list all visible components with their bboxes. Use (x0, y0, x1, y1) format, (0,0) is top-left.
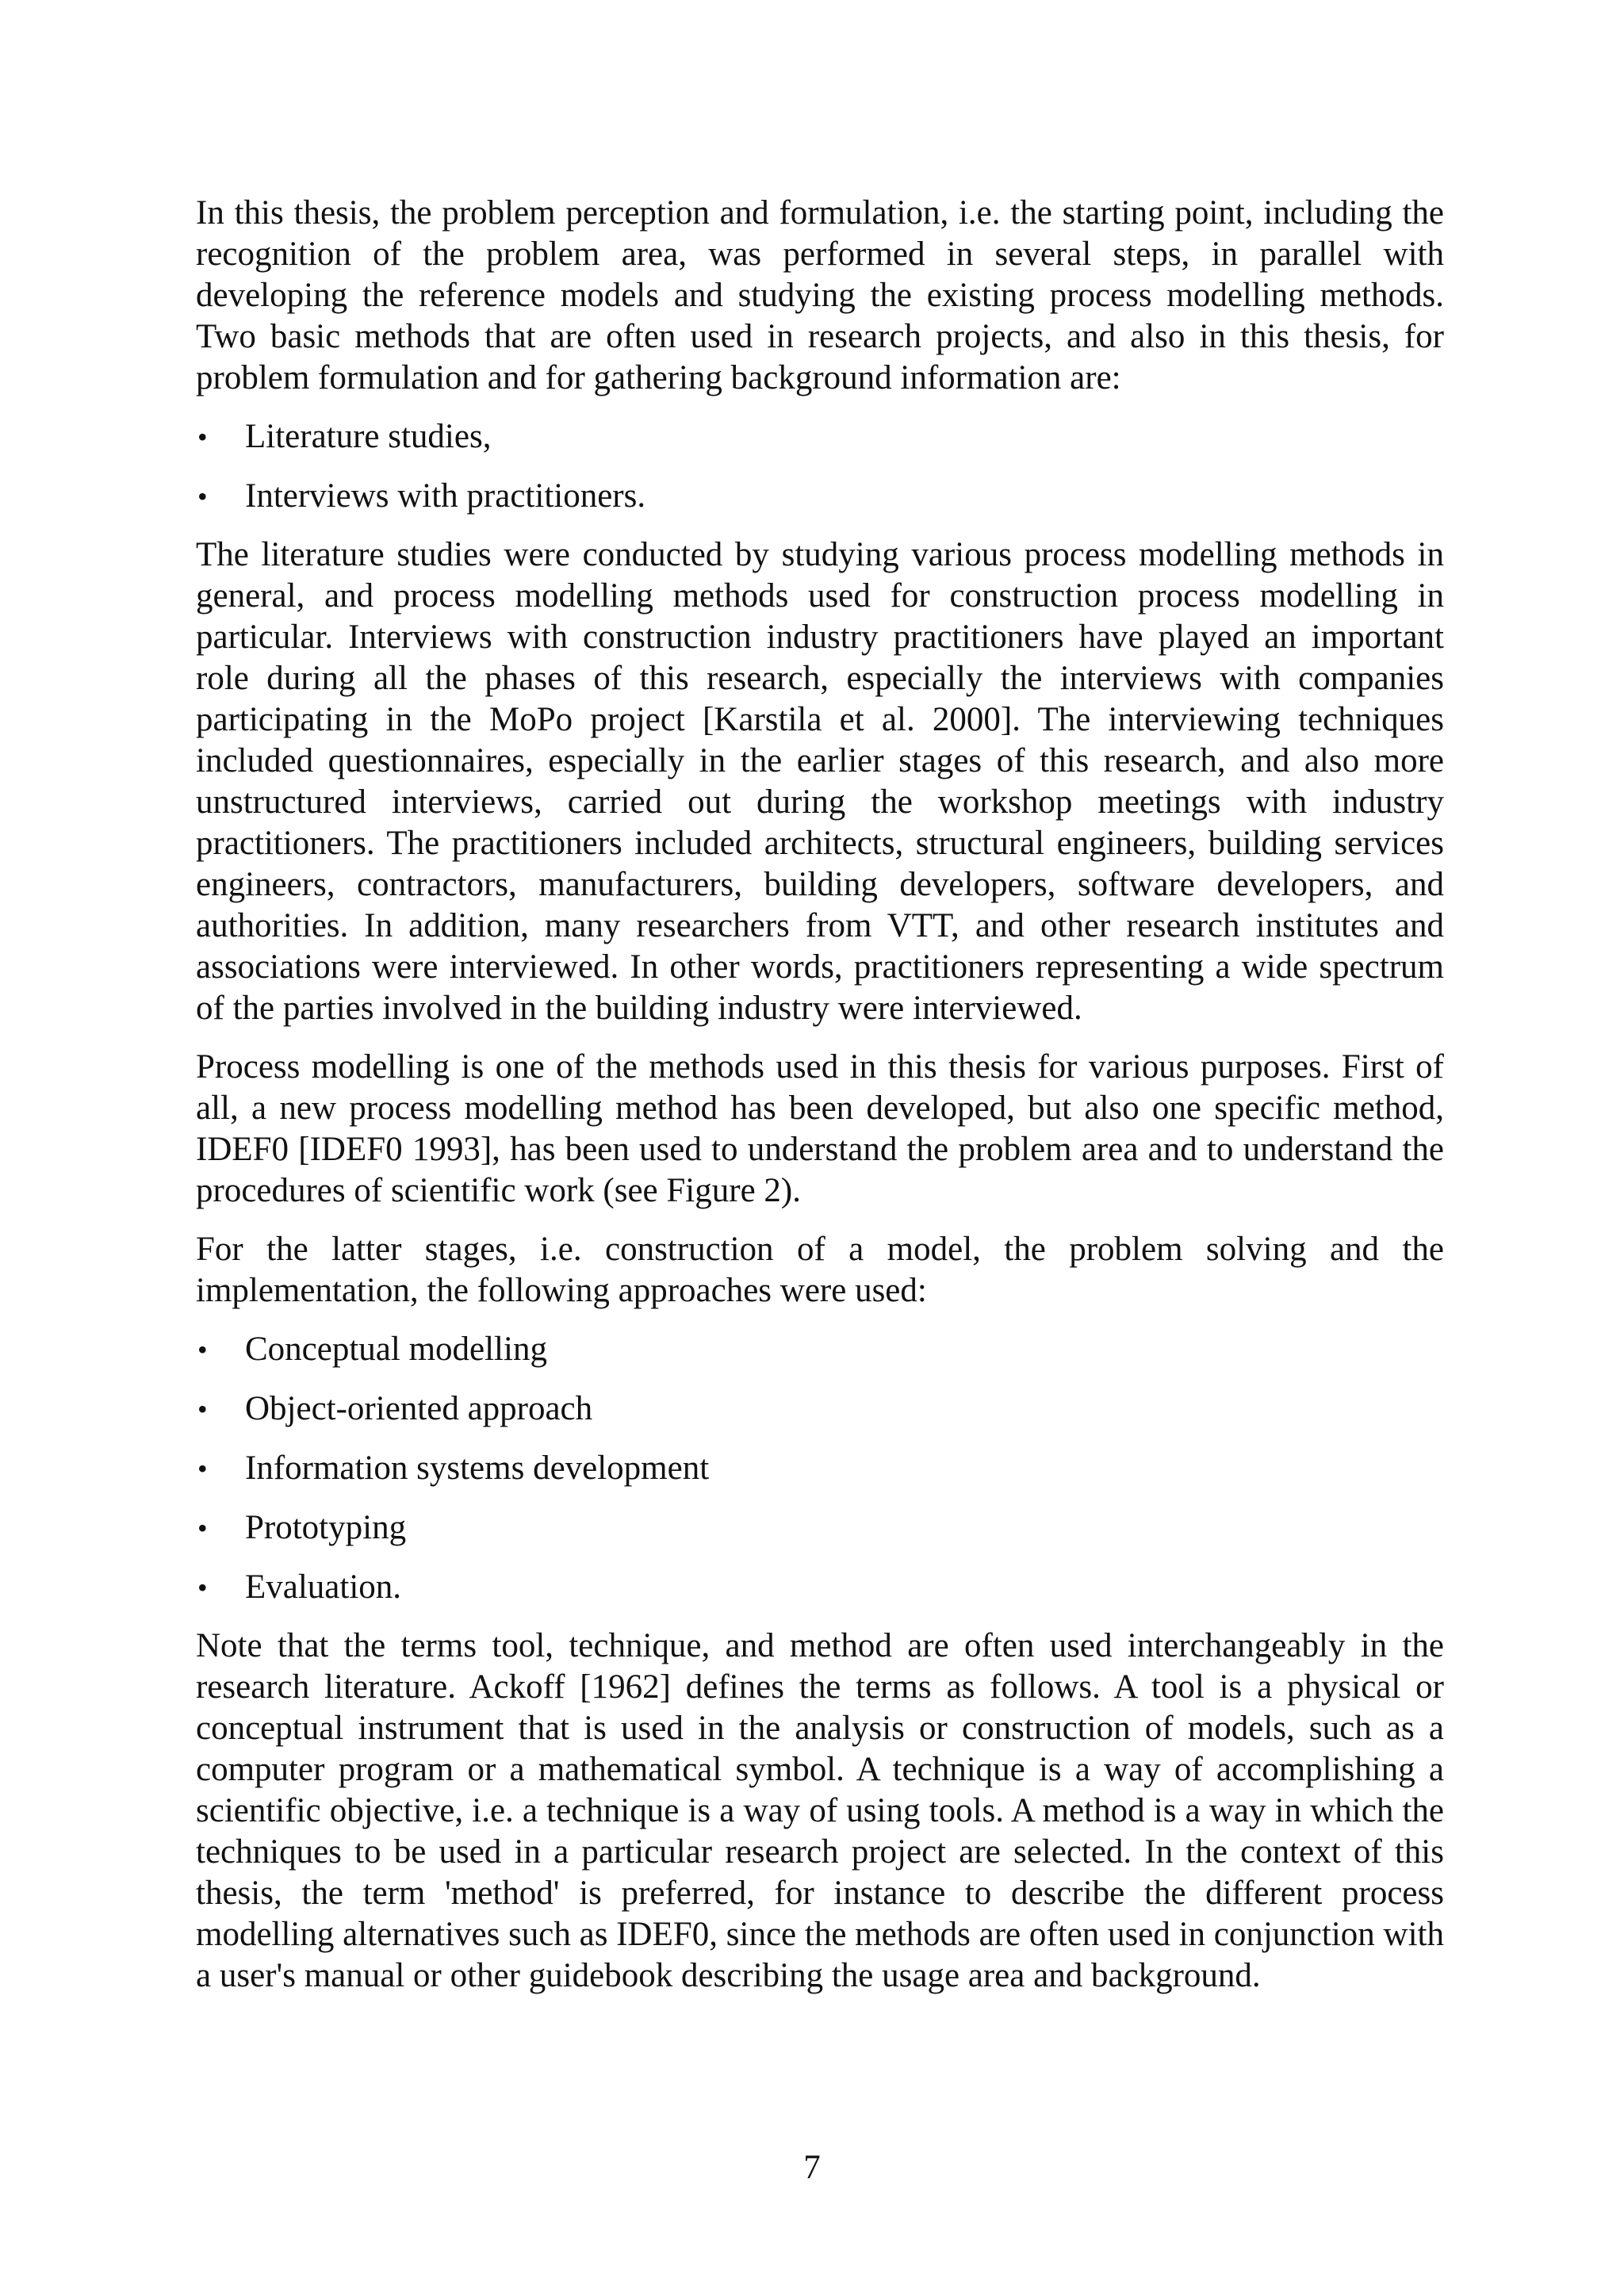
bullet-icon: • (197, 1393, 208, 1425)
list-item (196, 1507, 1444, 1549)
list-item (196, 416, 1444, 458)
list-item-text: Prototyping (245, 1509, 407, 1546)
bullet-icon: • (197, 1334, 208, 1365)
paragraph-process-modelling: Process modelling is one of the methods used in this thesis for various purposes. First of all, a new process modelling method has been developed, but also one specific method, IDEF0 [IDEF0 1993], has been used to understand the problem area and to understand the procedures of scientific work (see Figure 2). (196, 1048, 1444, 1209)
page-number: 7 (803, 2149, 821, 2186)
paragraph-terms-definition: Note that the terms tool, technique, and method are often used interchangeably in the research literature. Ackoff [1962] defines the terms as follows. A tool is a physical or conceptual instrument that is used in the analysis or construction of models, such as a computer program or a mathematical symbol. A technique is a way of accomplishing a scientific objective, i.e. a technique is a way of using tools. A method is a way in which the techniques to be used in a particular research project are selected. In the context of this thesis, the term 'method' is preferred, for instance to describe the different process modelling alternatives such as IDEF0, since the methods are often used in conjunction with a user's manual or other guidebook describing the usage area and background. (196, 1627, 1444, 1994)
list-item (196, 1329, 1444, 1370)
bullet-list-background-methods (196, 416, 1444, 517)
list-item-text: Interviews with practitioners. (245, 477, 646, 515)
bullet-icon: • (197, 1453, 208, 1484)
bullet-icon: • (197, 1512, 208, 1544)
paragraph-problem-formulation: In this thesis, the problem perception and formulation, i.e. the starting point, including the recognition of the problem area, was performed in several steps, in parallel with developing the reference models and studying the existing process modelling methods. Two basic methods that are often used in research projects, and also in this thesis, for problem formulation and for gathering background information are: (196, 194, 1444, 396)
list-item (196, 476, 1444, 517)
bullet-icon: • (197, 421, 208, 453)
list-item (196, 1388, 1444, 1430)
paragraph-literature-studies: The literature studies were conducted by studying various process modelling methods in general, and process modelling methods used for construction process modelling in particular. Interviews with construction industry practitioners have played an important role during all the phases of this research, especially the interviews with companies participating in the MoPo project [Karstila et al. 2000]. The interviewing techniques included questionnaires, especially in the earlier stages of this research, and also more unstructured interviews, carried out during the workshop meetings with industry practitioners. The practitioners included architects, structural engineers, building services engineers, contractors, manufacturers, building developers, software developers, and authorities. In addition, many researchers from VTT, and other research institutes and associations were interviewed. In other words, practitioners representing a wide spectrum of the parties involved in the building industry were interviewed. (196, 536, 1444, 1027)
list-item-text: Literature studies, (245, 418, 492, 455)
bullet-icon: • (197, 1572, 208, 1603)
list-item (196, 1567, 1444, 1608)
bullet-list-approaches (196, 1329, 1444, 1608)
paragraph-latter-stages: For the latter stages, i.e. construction of a model, the problem solving and the implementation, the following approaches were used: (196, 1231, 1444, 1309)
list-item-text: Object-oriented approach (245, 1390, 593, 1427)
list-item-text: Conceptual modelling (245, 1331, 547, 1368)
bullet-icon: • (197, 481, 208, 512)
list-item-text: Evaluation. (245, 1568, 402, 1606)
list-item-text: Information systems development (245, 1450, 710, 1487)
body-text (196, 193, 1444, 2014)
list-item (196, 1448, 1444, 1489)
